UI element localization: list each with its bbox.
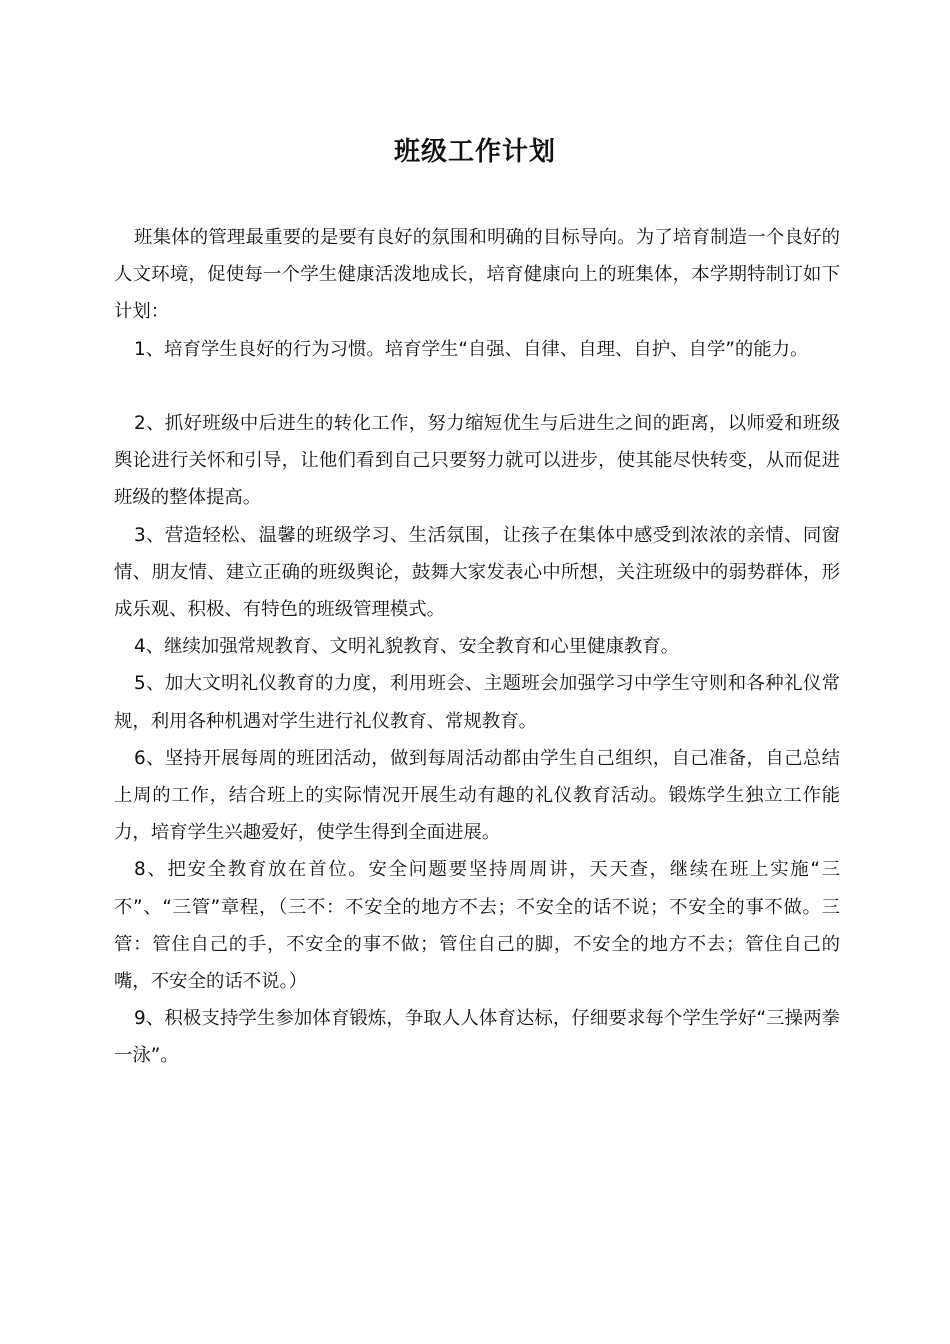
paragraph-gap: [114, 368, 840, 405]
plan-item-2: 2、抓好班级中后进生的转化工作，努力缩短优生与后进生之间的距离，以师爱和班级舆论进行关怀和引导，让他们看到自己只要努力就可以进步，使其能尽快转变，从而促进班级的整体提高。: [114, 413, 840, 509]
plan-item-5: 5、加大文明礼仪教育的力度，利用班会、主题班会加强学习中学生守则和各种礼仪常规，利用各种机遇对学生进行礼仪教育、常规教育。: [114, 673, 840, 732]
plan-item-9: 9、积极支持学生参加体育锻炼，争取人人体育达标，仔细要求每个学生学好“三操两拳一泳”。: [114, 1008, 840, 1067]
document-body: [114, 219, 840, 1075]
plan-item-6: 6、坚持开展每周的班团活动，做到每周活动都由学生自己组织，自己准备，自己总结上周的工作，结合班上的实际情况开展生动有趣的礼仪教育活动。锻炼学生独立工作能力，培育学生兴趣爱好，使学生得到全面进展。: [114, 747, 840, 844]
plan-item-3: 3、营造轻松、温馨的班级学习、生活氛围，让孩子在集体中感受到浓浓的亲情、同窗情、朋友情、建立正确的班级舆论，鼓舞大家发表心中所想，关注班级中的弱势群体，形成乐观、积极、有特色的班级管理模式。: [114, 524, 840, 621]
intro-paragraph: 班集体的管理最重要的是要有良好的氛围和明确的目标导向。为了培育制造一个良好的人文环境，促使每一个学生健康活泼地成长，培育健康向上的班集体，本学期特制订如下计划：: [114, 227, 840, 323]
plan-item-1: 1、培育学生良好的行为习惯。培育学生“自强、自律、自理、自护、自学”的能力。: [134, 338, 809, 360]
plan-item-8: 8、把安全教育放在首位。安全问题要坚持周周讲，天天查，继续在班上实施“三不”、“三管”章程，（三不：不安全的地方不去；不安全的话不说；不安全的事不做。三管：管住自己的手，不安全的事不做；管住自己的脚，不安全的地方不去；管住自己的嘴，不安全的话不说。）: [114, 859, 840, 993]
document-title: 班级工作计划: [393, 137, 556, 167]
plan-item-4: 4、继续加强常规教育、文明礼貌教育、安全教育和心里健康教育。: [134, 636, 680, 658]
